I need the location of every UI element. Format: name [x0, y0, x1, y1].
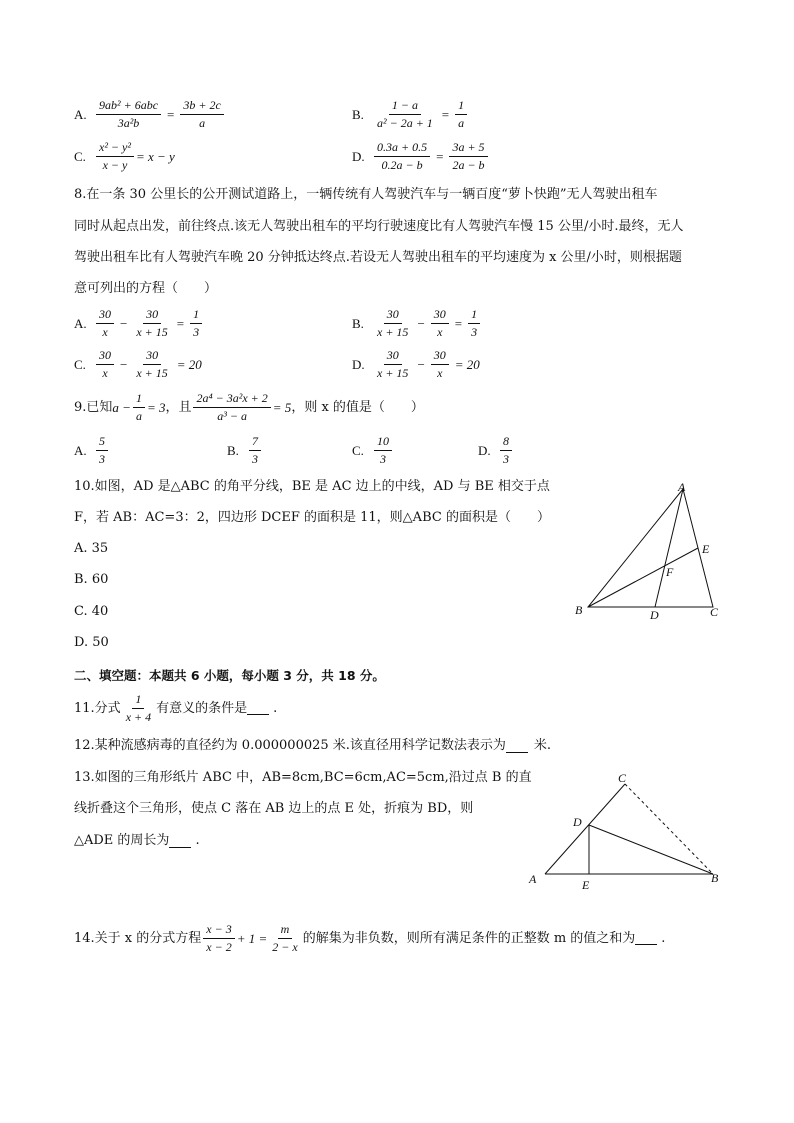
segment-cb-dashed [625, 784, 713, 874]
q10-option-c: C. 40 [74, 604, 109, 619]
label-a: A [678, 480, 686, 494]
triangle-figure-q13 [525, 768, 725, 893]
q10-option-b: B. 60 [74, 572, 109, 587]
label-c: C [618, 771, 627, 785]
segment-ac [545, 784, 625, 874]
q13-line-3: △ADE 的周长为 . [74, 833, 200, 848]
q7-option-b: B. $\frac{1 - a}{\text{a² − 2a + 1}}$ = $\frac{1}{a}$ [352, 98, 469, 131]
fraction: $\frac{1 - a}{\text{a² − 2a + 1}}$ [377, 98, 433, 130]
q13-line-2: 线折叠这个三角形，使点 C 落在 AB 边上的点 E 处，折痕为 BD，则 [74, 801, 474, 816]
q12-stem: 12.某种流感病毒的直径约为 0.000000025 米.该直径用科学记数法表示为 米. [74, 738, 552, 753]
q9-option-d: D. $\frac{8}{3}$ [478, 434, 514, 467]
q8-line-1: 8.在一条 30 公里长的公开测试道路上，一辆传统有人驾驶汽车与一辆百度“萝卜快跑”无人驾驶出租车 [74, 187, 658, 202]
label-b: B [711, 871, 719, 885]
q8-option-c: C. $\frac{30}{x}$ − $\frac{30}{x + 15}$ = 20 [74, 348, 202, 380]
answer-blank[interactable] [506, 740, 528, 753]
fraction: $\frac{1}{a}$ [455, 98, 467, 131]
segment-be [588, 548, 698, 607]
q8-line-4: 意可列出的方程（ ） [74, 281, 218, 296]
label-e: E [702, 542, 710, 556]
q10-line-1: 10.如图，AD 是△ABC 的角平分线，BE 是 AC 边上的中线，AD 与 BE 相交于点 [74, 479, 550, 494]
label-d: D [573, 815, 582, 829]
answer-blank[interactable] [247, 702, 269, 715]
fraction: $\frac{3a + 5}{2a - b}$ [449, 140, 487, 173]
q7-option-a: A. $\frac{\text{9ab² + 6abc}}{\text{3a²b}}$ = $\frac{3b + 2c}{a}$ [74, 98, 226, 131]
segment-bd [589, 825, 713, 874]
fraction: $\frac{3b + 2c}{a}$ [180, 98, 223, 131]
q13-line-1: 13.如图的三角形纸片 ABC 中，AB=8cm,BC=6cm,AC=5cm,沿过点 B 的直 [74, 770, 532, 785]
fraction: $\frac{\text{9ab² + 6abc}}{\text{3a²b}}$ [96, 98, 161, 131]
q10-option-a: A. 35 [74, 541, 109, 556]
triangle-figure-q10 [570, 476, 730, 626]
answer-blank[interactable] [169, 835, 191, 848]
q8-line-3: 驾驶出租车比有人驾驶汽车晚 20 分钟抵达终点.若设无人驾驶出租车的平均速度为 x 公里/小时，则根据题 [74, 250, 682, 265]
q8-line-2: 同时从起点出发，前往终点.该无人驾驶出租车的平均行驶速度比有人驾驶汽车慢 15 公里/小时.最终，无人 [74, 219, 684, 234]
fraction: $\frac{0.3a + 0.5}{0.2a - b}$ [374, 140, 430, 173]
q9-option-b: B. $\frac{7}{3}$ [227, 434, 263, 467]
label-c: C [710, 605, 719, 619]
answer-blank[interactable] [635, 932, 657, 945]
fraction: $\frac{\text{x² − y²}}{x - y}$ [96, 140, 134, 173]
q9-option-c: C. $\frac{10}{3}$ [352, 434, 394, 467]
q11-stem: 11.分式 $\frac{1}{x + 4}$ 有意义的条件是 . [74, 692, 278, 724]
q9-option-a: A. $\frac{5}{3}$ [74, 434, 110, 467]
label-b: B [575, 603, 583, 617]
q14-stem: 14.关于 x 的分式方程 $\frac{x - 3}{x - 2}$ + 1 = $\frac{m}{2 - x}$ 的解集为非负数，则所有满足条件的正整数 m 的值之和为 . [74, 922, 666, 954]
label-e: E [582, 878, 590, 892]
section-heading: 二、填空题：本题共 6 小题，每小题 3 分，共 18 分。 [74, 668, 385, 683]
label-f: F [666, 565, 674, 579]
q8-option-a: A. $\frac{30}{x}$ − $\frac{30}{x + 15}$ = $\frac{1}{3}$ [74, 307, 204, 340]
q10-line-2: F，若 AB：AC=3：2，四边形 DCEF 的面积是 11，则△ABC 的面积是（ ） [74, 510, 550, 525]
q8-option-b: B. $\frac{30}{x + 15}$ − $\frac{30}{x}$ = $\frac{1}{3}$ [352, 307, 482, 340]
q7-option-c: C. $\frac{\text{x² − y²}}{x - y}$ = x − y [74, 140, 175, 172]
q10-option-d: D. 50 [74, 635, 109, 650]
q8-option-d: D. $\frac{30}{x + 15}$ − $\frac{30}{x}$ = 20 [352, 348, 480, 380]
label-a: A [529, 872, 537, 886]
q9-stem: 9.已知 a − $\frac{1}{a}$ = 3 ，且 $\frac{\text{2a⁴ − 3a²x + 2}}{\text{a³ − a}}$ = 5 ，则 x 的值是（ ） [74, 391, 424, 423]
label-d: D [650, 608, 659, 622]
q7-option-d: D. $\frac{0.3a + 0.5}{0.2a - b}$ = $\frac{3a + 5}{2a - b}$ [352, 140, 490, 173]
triangle-abc [588, 489, 713, 607]
